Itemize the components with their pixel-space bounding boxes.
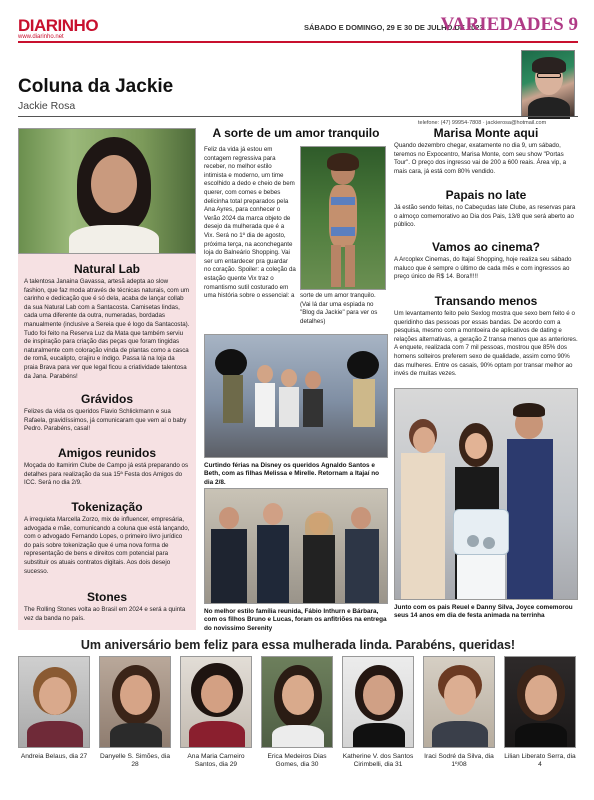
marisa-text: Quando dezembro chegar, exatamente no dia 9, um sábado, teremos no Expocentro, Marisa Monte, com seu show "Portas Tour". O preço dos ingresso vai de 200 a 600 reais. Área vip, a mais cara, já está com 80% vendido. [394, 142, 567, 175]
amigos-title: Amigos reunidos [57, 446, 156, 460]
cinema-text: A Arcoplex Cinemas, do Itajaí Shopping, hoje realiza seu sábado maluco que é sempre o último de cada mês e com ingressos ao preço único de R$ 14. Bora!!!!! [394, 256, 572, 281]
birthday-card [261, 656, 333, 769]
gravidos-text: Felizes da vida os queridos Flavio Schlickmann e sua Rafaela, gravidíssimos, já comunicaram que vem aí o baby Pedro. Parabéns, casal! [24, 408, 187, 433]
amigos-text: Moçada do Itamirim Clube de Campo já está preparando os detalhes para realização da sua 15ª Festa dos Amigos do ICC. Será no dia 2/9. [24, 462, 189, 487]
tokenizacao-text: A irrequieta Marcella Zorzo, mix de influencer, empresária, advogada e mãe, comunicando a coluna que está lançando, com o advogado Fernando Lopes, o primeiro livro jurídico do país sobre tokenização que é uma nova forma de representação de bens e direitos com potencial para substituir os atuais contratos digitais. Aos dois desejo sucesso. [24, 516, 190, 575]
birthday-photo [18, 656, 90, 748]
transando-text: Um levantamento feito pelo Sexlog mostra que sexo bem feito é o queridinho das pessoas por essas bandas. De acordo com a pesquisa, mesmo com a montoeira de aplicativos de dating e relações alternativas, a geração Z transa menos que as anteriores. A enquete, realizada com 7 mil pessoas, mostrou que 85% dos homens solteiros preferem sexo de qualidade, assim como 90% das mulheres. Entre os casais, 90% optam por transar melhor ao invés de muitas vezes. [394, 310, 578, 378]
papais-text: Já estão sendo feitas, no Cabeçudas Iate Clube, as reservas para o almoço comemorativo ao Dia dos Pais, 13/8 que será aberto ao público. [394, 204, 576, 229]
joyce-caption: Junto com os pais Reuel e Danny Silva, Joyce comemorou seus 14 anos em dia de festa animada na terrinha [394, 604, 573, 620]
masthead [18, 14, 578, 40]
masthead-rule [18, 41, 578, 43]
family-caption: No melhor estilo família reunida, Fábio Inthurn e Bárbara, com os filhos Bruno e Lucas, foram os anfitriões na entrega do novissimo Serenity [204, 608, 387, 632]
amor-text: Feliz da vida já estou em contagem regressiva para receber, no melhor estilo intimista e moderno, um time escolhido a dedo e cheio de bem querer, com comes e bebes delicinha total preparados pela Ana Ayres, para conhecer o Verão 2024 da marca objeto de desejo da mulherada que é a Vix. Será no 1º dia de agosto, próxima terça, na aconchegante loja do Balneário Shopping. Vai ser um entardecer pra guardar no coração. Spoiler: a coleção da estação quente Vix traz o romantismo sutil costurado em uma história sobre o essencial: a [204, 146, 296, 300]
column-rule [18, 116, 578, 117]
birthday-card [504, 656, 576, 769]
birthday-name: Erica Medeiros Dias Gomes, dia 30 [267, 753, 327, 769]
birthday-photo [261, 656, 333, 748]
column-title: Coluna da Jackie [18, 76, 174, 97]
birthday-card [18, 656, 90, 761]
natural-lab-title: Natural Lab [73, 262, 140, 276]
amor-text-cont: sorte de um amor tranquilo. (Vai lá dar uma espiada no "Blog da Jackie" para ver os detalhes) [300, 292, 378, 325]
natural-lab-photo [18, 128, 196, 254]
stones-text: The Rolling Stones volta ao Brasil em 2024 e será a quinta vez da banda no país. [24, 606, 186, 622]
cinema-title: Vamos ao cinema? [431, 240, 541, 254]
birthday-name: Katherine V. dos Santos Cirimbelli, dia 31 [342, 753, 414, 769]
gravidos-title: Grávidos [80, 392, 134, 406]
birthday-name: Ana Maria Carneiro Santos, dia 29 [187, 753, 245, 769]
birthday-card [99, 656, 171, 769]
birthday-photo [423, 656, 495, 748]
birthday-photo [504, 656, 576, 748]
section-title: VARIEDADES 9 [440, 14, 578, 35]
disney-photo [204, 334, 388, 458]
left-column-panel [18, 254, 196, 630]
dateline: SÁBADO E DOMINGO, 29 E 30 DE JULHO DE 2023 [304, 23, 484, 32]
column-contact: telefone: (47) 99954-7808 · jackierosa@hotmail.com [418, 120, 547, 126]
site-url[interactable]: www.diarinho.net [18, 34, 64, 40]
birthdays-title: Um aniversário bem feliz para essa mulherada linda. Parabéns, queridas! [80, 638, 516, 652]
birthday-party-photo [394, 388, 578, 600]
disney-caption: Curtindo férias na Disney os queridos Agnaldo Santos e Beth, com as filhas Melissa e Mirelle. Retornam a Itajaí no dia 2/8. [204, 462, 380, 486]
birthday-name: Danyelle S. Simões, dia 28 [99, 753, 170, 769]
vix-model-photo [300, 146, 386, 290]
birthday-name: Lilian Liberato Serra, dia 4 [504, 753, 576, 769]
columnist-photo [521, 50, 575, 117]
tokenizacao-title: Tokenização [71, 500, 143, 514]
birthday-card [423, 656, 495, 769]
birthday-card [180, 656, 252, 769]
marisa-title: Marisa Monte aqui [433, 126, 539, 140]
birthday-photo [99, 656, 171, 748]
natural-lab-text: A talentosa Janaina Gavassa, artesã adepta ao slow fashion, que faz moda através de técnicas naturais, com um carinho e dedicação que é só dela, acaba de lançar collab da sua Natural Lab com a Santacosta. Camisetas lindas, cada uma diferente da outra, numeradas, bordadas manualmente (inclusive a Sereia que é logo da Santacosta). Tudo foi feito na Reserva Luz da Mata que também serviu de inspiração para criação das peças que foram tingidas naturalmente com coloração vinda de plantas como a casca de romã, eucalipto, crajiru e índigo. Passa lá na loja da praia Brava para ver que legal ficou a criatividade talentosa da Jana. Parabéns! [24, 278, 190, 380]
birthday-card [342, 656, 414, 769]
newspaper-logo[interactable]: DIARINHO [18, 16, 99, 35]
amor-title: A sorte de um amor tranquilo [212, 126, 380, 140]
stones-title: Stones [86, 590, 127, 604]
birthday-name: Iraci Sodré da Silva, dia 1º/08 [424, 753, 494, 769]
column-author: Jackie Rosa [18, 100, 76, 112]
transando-title: Transando menos [434, 294, 538, 308]
papais-title: Papais no late [445, 188, 527, 202]
birthday-name: Andreia Belaus, dia 27 [20, 753, 88, 760]
family-photo [204, 488, 388, 604]
birthday-photo [342, 656, 414, 748]
birthday-photo [180, 656, 252, 748]
